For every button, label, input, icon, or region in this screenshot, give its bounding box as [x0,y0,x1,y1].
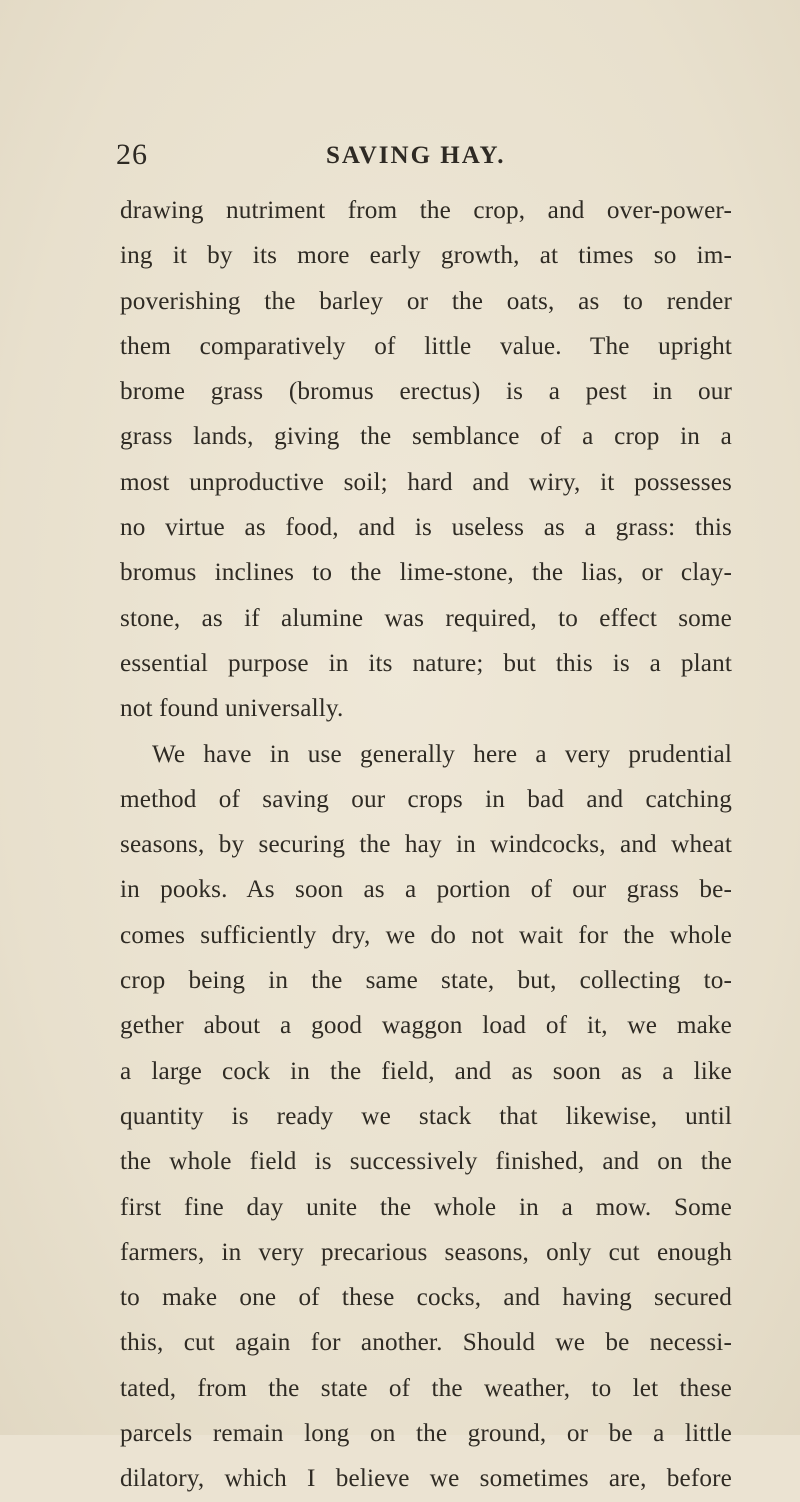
text-line: comes sufficiently dry, we do not wait for the whole [120,921,732,949]
text-line: the whole field is successively finished, and on the [120,1148,732,1176]
paragraph-end-line: not found universally. [120,695,344,723]
body-text [120,188,732,1502]
text-line: stone, as if alumine was required, to effect some [120,604,732,632]
page-header [116,138,736,178]
text-line: farmers, in very precarious seasons, only cut enough [120,1238,732,1266]
running-head: SAVING HAY. [326,142,506,169]
text-line: tated, from the state of the weather, to let these [120,1374,732,1402]
text-line: parcels remain long on the ground, or be a little [120,1420,732,1448]
text-line: most unproductive soil; hard and wiry, it possesses [120,468,732,496]
text-line: essential purpose in its nature; but this is a plant [120,649,732,677]
paragraph-start-line: We have in use generally here a very prudential [152,740,732,768]
text-line: this, cut again for another. Should we be necessi- [120,1329,732,1357]
text-line: grass lands, giving the semblance of a crop in a [120,423,732,451]
text-line: crop being in the same state, but, collecting to- [120,967,732,995]
text-line: seasons, by securing the hay in windcocks, and wheat [120,831,732,859]
text-line: drawing nutriment from the crop, and over-power- [120,197,732,224]
text-line: method of saving our crops in bad and catching [120,785,732,813]
text-line: no virtue as food, and is useless as a grass: this [120,514,732,542]
text-line: ing it by its more early growth, at times so im- [120,242,732,270]
text-line: brome grass (bromus erectus) is a pest in our [120,378,732,406]
text-line: to make one of these cocks, and having secured [120,1284,732,1312]
text-line: in pooks. As soon as a portion of our grass be- [120,876,732,904]
text-line: gether about a good waggon load of it, we make [120,1012,732,1040]
page-number: 26 [116,138,148,171]
text-line: them comparatively of little value. The upright [120,332,732,360]
text-line: bromus inclines to the lime-stone, the lias, or clay- [120,559,732,587]
text-line: quantity is ready we stack that likewise, until [120,1102,732,1130]
text-line: first fine day unite the whole in a mow. Some [120,1193,732,1221]
text-line: poverishing the barley or the oats, as to render [120,287,732,315]
text-line: a large cock in the field, and as soon as a like [120,1057,732,1085]
text-line: dilatory, which I believe we sometimes are, before [120,1465,732,1493]
